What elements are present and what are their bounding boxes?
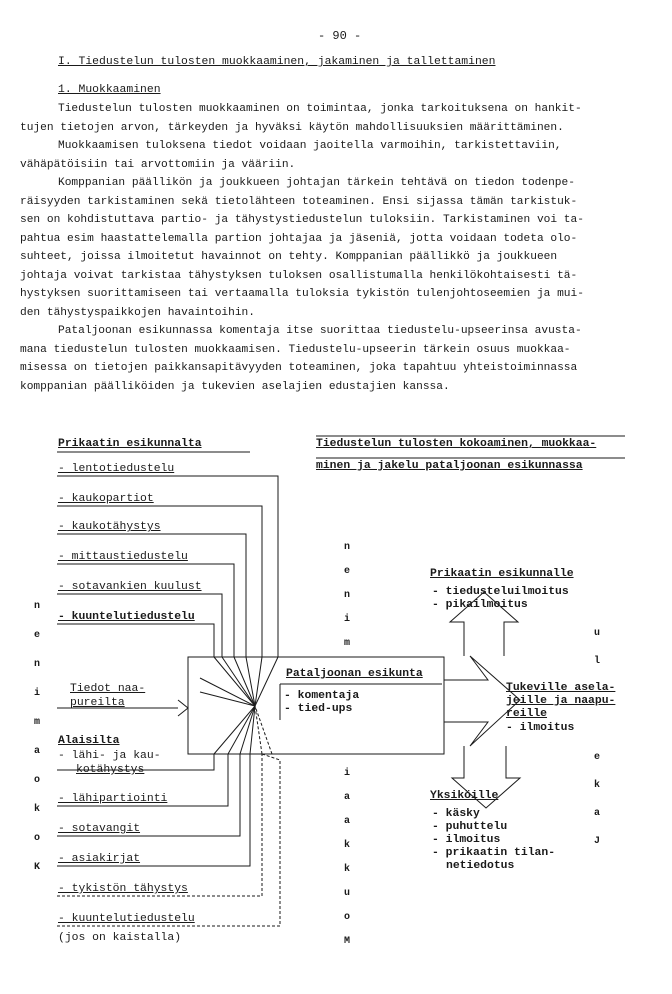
out-tukevat-item: - ilmoitus [506, 722, 575, 734]
neighbors-label-1: Tiedot naa- [70, 683, 146, 695]
out-yksikot-heading: Yksiköille [430, 790, 499, 802]
diagram-left-heading: Prikaatin esikunnalta [58, 438, 202, 450]
below-item: - lähipartiointi [58, 793, 168, 805]
vertical-label-mid-bottom: i a a k k u o M [343, 768, 350, 947]
paragraph-line: johtaja voivat tarkistaa tähystyksen tuloksen osallistumalla henkilökohtaisesti tä- [20, 269, 578, 282]
section-heading: I. Tiedustelun tulosten muokkaaminen, jakaminen ja tallettaminen [58, 56, 496, 68]
out-prikaati-item: - tiedusteluilmoitus [432, 586, 569, 598]
out-yksikot-item: - prikaatin tilan- [432, 847, 556, 859]
left-item: - kaukotähystys [58, 521, 161, 533]
paragraph-line: suhteet, joissa ilmoitetut havainnot on tehty. Komppanian päällikkö ja joukkueen [20, 251, 558, 263]
paragraph-line: sen on kohdistuttava partio- ja tähystystiedustelun tuloksiin. Tarkistaminen voi ta- [20, 214, 584, 226]
out-yksikot-item: - ilmoitus [432, 834, 501, 846]
out-yksikot-item: netiedotus [446, 860, 515, 872]
out-yksikot-item: - käsky [432, 808, 480, 820]
below-item: - tykistön tähystys [58, 883, 188, 895]
neighbors-label-2: pureilta [70, 697, 125, 709]
out-prikaati-heading: Prikaatin esikunnalle [430, 568, 574, 580]
vertical-label-right-bottom: e k a J [593, 752, 600, 847]
left-item: - lentotiedustelu [58, 463, 175, 475]
center-box-title: Pataljoonan esikunta [286, 668, 423, 680]
paragraph-line: komppanian päälliköiden ja tukevien aselajien edustajien kanssa. [20, 380, 450, 393]
below-item: - asiakirjat [58, 853, 141, 865]
subsection-heading: 1. Muokkaaminen [58, 84, 161, 96]
out-yksikot-item: - puhuttelu [432, 821, 508, 833]
below-item: kotähystys [76, 764, 145, 776]
page-number: - 90 - [318, 29, 362, 43]
paragraph-line: Komppanian päällikön ja joukkueen johtajan tärkein tehtävä on tiedon todenpe- [58, 177, 575, 189]
left-item: - mittaustiedustelu [58, 551, 188, 563]
line-kuuntelu [57, 624, 214, 657]
paragraph-line: Tiedustelun tulosten muokkaaminen on toimintaa, jonka tarkoituksena on hankit- [58, 103, 582, 115]
out-tukevat-heading: reille [506, 708, 548, 720]
out-prikaati-item: - pikailmoitus [432, 599, 528, 611]
below-item-note: (jos on kaistalla) [58, 932, 182, 944]
paragraph-line: vähäpätöisiin tai arvottomiin ja vääriin. [20, 158, 296, 171]
below-item: - lähi- ja kau- [58, 750, 161, 762]
out-tukevat-heading: Tukeville asela- [506, 682, 616, 694]
diagram-right-heading-1: Tiedustelun tulosten kokoaminen, muokkaa- [316, 438, 597, 450]
center-box-item: - komentaja [284, 690, 360, 702]
left-item: - kaukopartiot [58, 493, 154, 505]
out-tukevat-heading: jeille ja naapu- [506, 695, 616, 707]
paragraph-line: misessa on tietojen paikkansapitävyyden toteaminen, joka tapahtuu yhteistoiminnassa [20, 362, 578, 374]
paragraph-line: den tähystyspaikkojen havaintoihin. [20, 306, 255, 319]
paragraph-line: hystyksen suorittamiseen tai vertaamalla tuloksia tykistön tulenjohtoseemien ja mui- [20, 288, 584, 300]
below-heading: Alaisilta [58, 735, 120, 747]
paragraph-line: Pataljoonan esikunnassa komentaja itse suorittaa tiedustelu-upseerinsa avusta- [58, 325, 582, 337]
below-item: - sotavangit [58, 823, 141, 835]
diagram-right-heading-2: minen ja jakelu pataljoonan esikunnassa [316, 460, 583, 472]
vertical-label-left: n e n i m a o k o K [33, 601, 40, 873]
paragraph-line: mana tiedustelun tulosten muokkaamisen. Tiedustelu-upseerin tärkein osuus muokkaa- [20, 343, 571, 356]
paragraph-line: räisyyden tarkistaminen sekä tietolähteen toteaminen. Ensi sijassa tämän tarkistuk- [20, 195, 578, 208]
paragraph-line: Muokkaamisen tuloksena tiedot voidaan jaoitella varmoihin, tarkistettaviin, [58, 140, 562, 152]
below-item: - kuuntelutiedustelu [58, 913, 195, 925]
paragraph-line: pahtua esim haastattelemalla partion johtajaa ja jäseniä, jotta voidaan todeta olo- [20, 232, 578, 245]
left-item: - sotavankien kuulust [58, 581, 202, 593]
vertical-label-mid-top: n e n i m [343, 542, 350, 649]
line-sotavankien [57, 594, 222, 657]
center-box-item: - tied-ups [284, 703, 353, 715]
vertical-label-right-top: u l [593, 628, 600, 667]
left-item: - kuuntelutiedustelu [58, 611, 195, 623]
paragraph-line: tujen tietojen arvon, tärkeyden ja hyväksi käytön mahdollisuuksien määrittäminen. [20, 121, 564, 134]
